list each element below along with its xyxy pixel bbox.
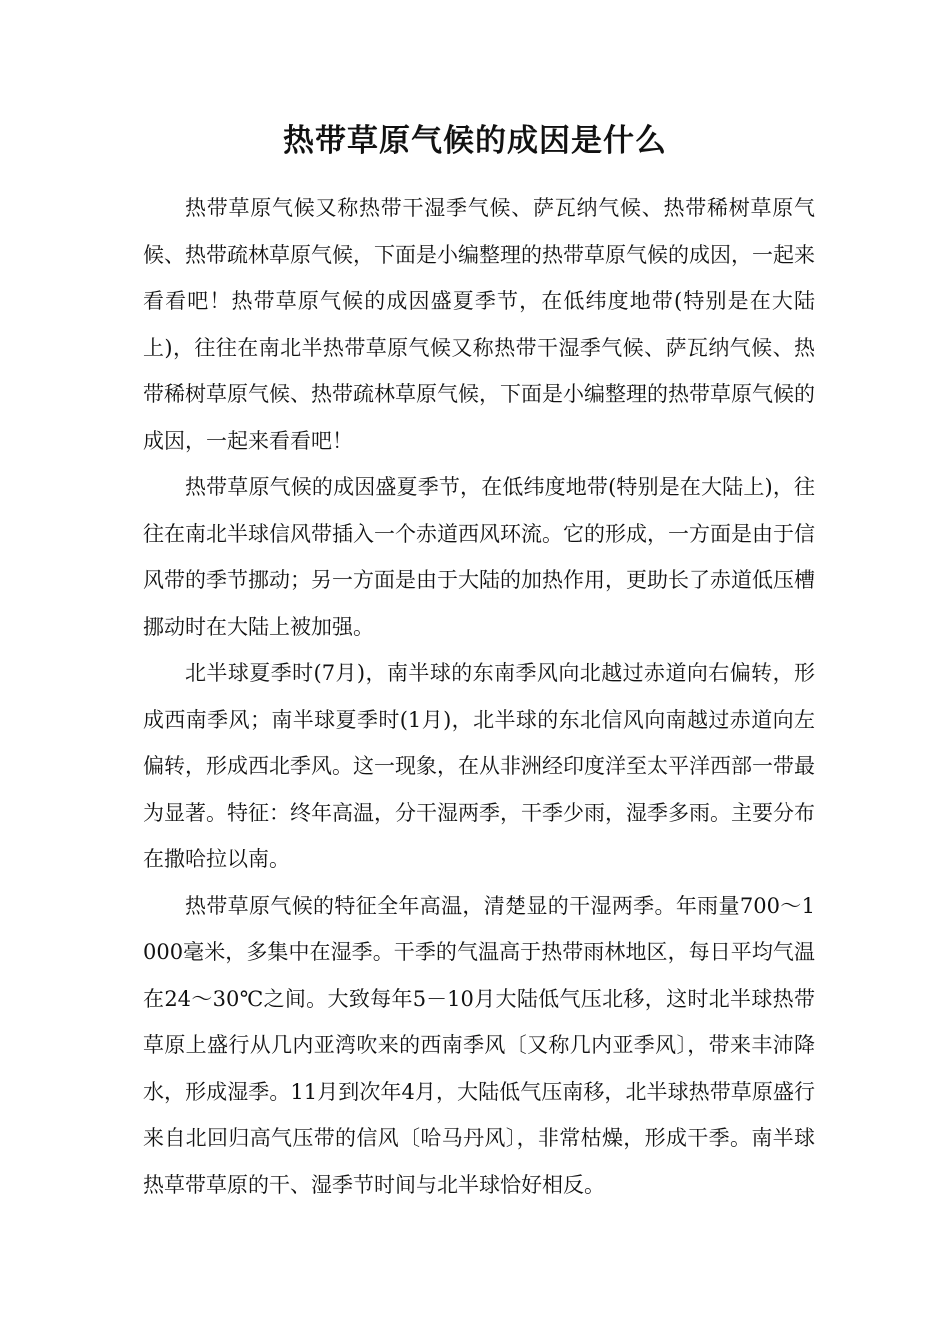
page-title: 热带草原气候的成因是什么 xyxy=(283,123,667,159)
document-body xyxy=(143,185,815,1208)
paragraph-4: 热带草原气候的特征全年高温，清楚显的干湿两季。年雨量700～1000毫米，多集中在湿季。干季的气温高于热带雨林地区，每日平均气温在24～30℃之间。大致每年5－10月大陆低气压北移，这时北半球热带草原上盛行从几内亚湾吹来的西南季风〔又称几内亚季风〕，带来丰沛降水，形成湿季。11月到次年4月，大陆低气压南移，北半球热带草原盛行来自北回归高气压带的信风〔哈马丹风〕，非常枯燥，形成干季。南半球热草带草原的干、湿季节时间与北半球恰好相反。 xyxy=(143,893,815,1197)
paragraph-1: 热带草原气候又称热带干湿季气候、萨瓦纳气候、热带稀树草原气候、热带疏林草原气候，下面是小编整理的热带草原气候的成因，一起来看看吧！热带草原气候的成因盛夏季节，在低纬度地带(特别是在大陆上)，往往在南北半热带草原气候又称热带干湿季气候、萨瓦纳气候、热带稀树草原气候、热带疏林草原气候，下面是小编整理的热带草原气候的成因，一起来看看吧！ xyxy=(143,196,815,453)
paragraph-3: 北半球夏季时(7月)，南半球的东南季风向北越过赤道向右偏转，形成西南季风；南半球夏季时(1月)，北半球的东北信风向南越过赤道向左偏转，形成西北季风。这一现象，在从非洲经印度洋至太平洋西部一带最为显著。特征：终年高温，分干湿两季，干季少雨，湿季多雨。主要分布在撒哈拉以南。 xyxy=(143,661,815,871)
paragraph-2: 热带草原气候的成因盛夏季节，在低纬度地带(特别是在大陆上)，往往在南北半球信风带插入一个赤道西风环流。它的形成，一方面是由于信风带的季节挪动；另一方面是由于大陆的加热作用，更助长了赤道低压槽挪动时在大陆上被加强。 xyxy=(143,475,815,639)
